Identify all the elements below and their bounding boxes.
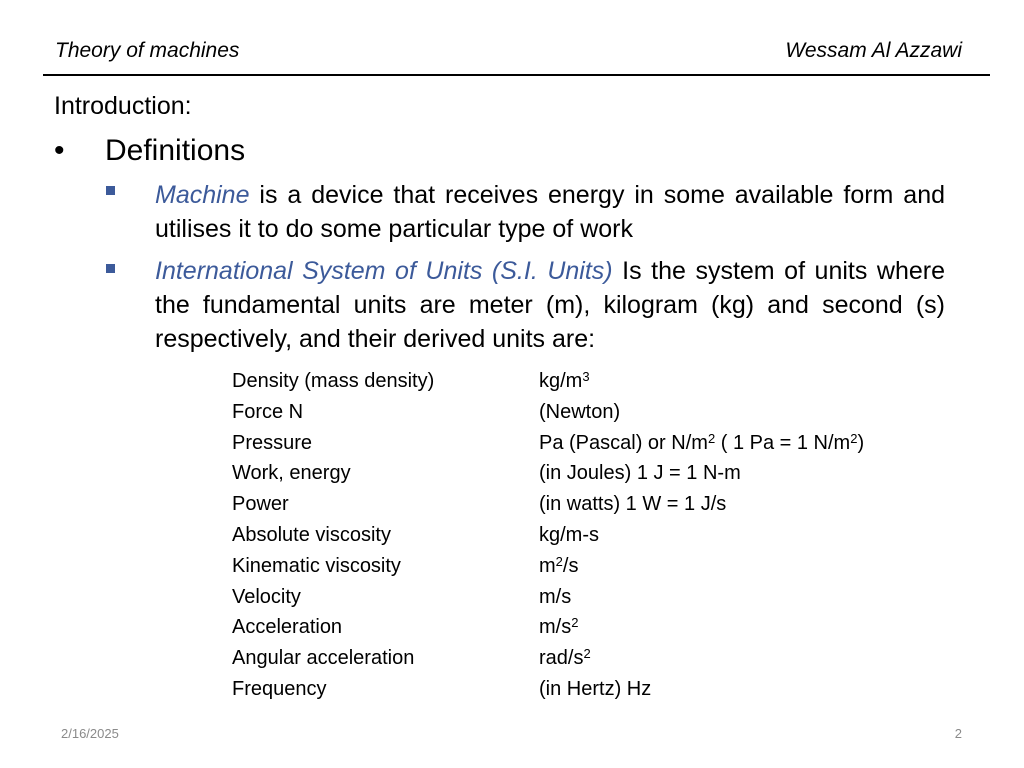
definition-machine — [155, 178, 945, 246]
bullet-title: Definitions — [105, 134, 246, 167]
footer-date: 2/16/2025 — [61, 726, 119, 741]
bullet-dot-icon: • — [54, 134, 65, 167]
definition-si-units — [155, 254, 945, 356]
unit-quantity: Pressure — [232, 431, 313, 454]
square-bullet-icon — [106, 264, 115, 273]
unit-quantity: Angular acceleration — [232, 647, 415, 670]
header-author: Wessam Al Azzawi — [785, 39, 962, 62]
unit-quantity: Force N — [232, 400, 304, 423]
unit-quantity: Velocity — [232, 585, 301, 608]
unit-value: $m^2/s$ — [539, 553, 579, 577]
unit-value: $m/s^2$ — [539, 615, 579, 639]
definition-text: Is the system of units where the fundamental units are meter (m), kilogram (kg) and second (s) respectively, and their derived units are: — [155, 257, 946, 353]
unit-quantity: Frequency — [232, 677, 327, 700]
unit-value: m/s — [539, 585, 572, 608]
section-heading: Introduction: — [54, 92, 192, 120]
unit-value: kg/m-s — [539, 523, 599, 546]
unit-value: rad/$s^2$ — [539, 646, 591, 670]
unit-value: Pa (Pascal) or $N/m^2$ ( 1 Pa = 1 $N/m^2$) — [539, 430, 865, 454]
header-divider — [43, 74, 990, 76]
unit-value: (in Hertz) Hz — [539, 677, 652, 700]
unit-value: (in Joules) 1 J = 1 N-m — [539, 462, 741, 485]
definition-term: International System of Units (S.I. Units) — [155, 257, 613, 285]
unit-value: $kg/m^3$ — [539, 369, 590, 392]
unit-quantity: Kinematic viscosity — [232, 554, 401, 577]
footer-page-number: 2 — [954, 726, 962, 741]
definition-text: is a device that receives energy in some available form and utilises it to do some particular type of work — [155, 181, 945, 243]
unit-quantity: Acceleration — [232, 616, 343, 639]
square-bullet-icon — [106, 186, 115, 195]
unit-quantity: Density (mass density) — [232, 370, 435, 392]
unit-quantity: Absolute viscosity — [232, 523, 391, 546]
unit-quantity: Power — [232, 493, 289, 516]
header-title: Theory of machines — [55, 39, 240, 62]
unit-quantity: Work, energy — [232, 462, 351, 485]
unit-value: (Newton) — [539, 400, 621, 423]
unit-value: (in watts) 1 W = 1 J/s — [539, 493, 727, 516]
definition-term: Machine — [155, 181, 250, 209]
